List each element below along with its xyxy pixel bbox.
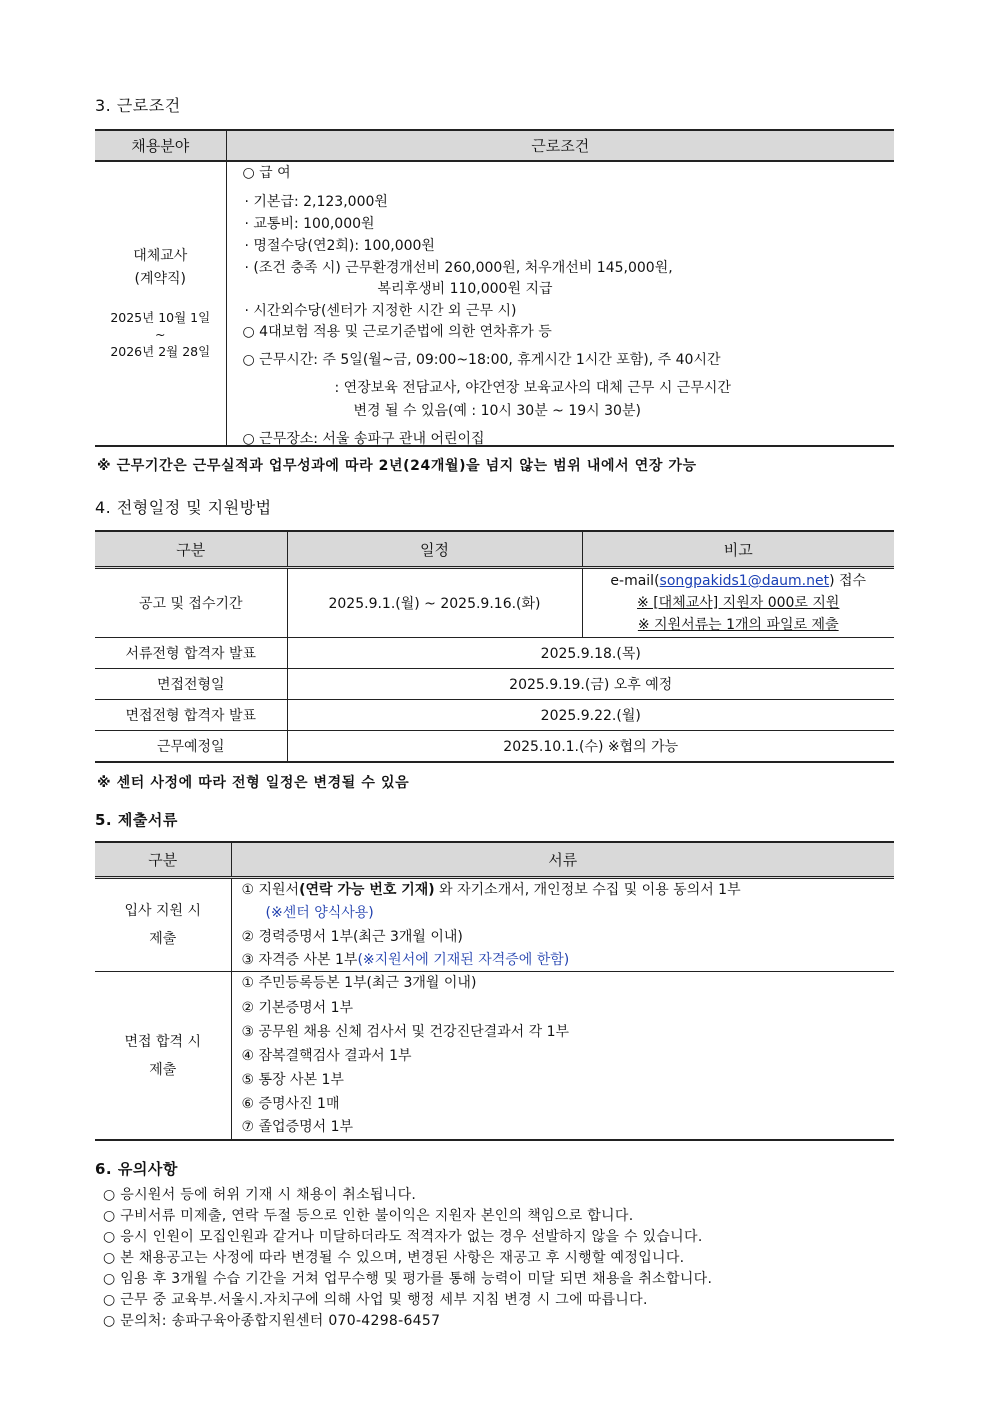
doc-health-check: ③ 공무원 채용 신체 검사서 및 건강진단결과서 각 1부 [241,1024,570,1040]
doc-application-bold: (연락 가능 번호 기재) [299,882,435,898]
header-schedule: 일정 [287,531,582,568]
section4-title: 4. 전형일정 및 지원방법 [95,498,272,517]
doc-bankbook: ⑤ 통장 사본 1부 [241,1072,344,1088]
remark-email-prefix: e-mail( [610,573,660,589]
caution-item: ○ 문의처: 송파구육아종합지원센터 070-4298-6457 [103,1313,441,1329]
cond-salary: ○ 급 여 [242,165,291,181]
cond-hours-note-2: 변경 될 수 있음(예 : 10시 30분 ~ 19시 30분) [353,403,641,419]
doc-application-rest: 와 자기소개서, 개인정보 수집 및 이용 동의서 1부 [434,882,741,898]
caution-item: ○ 구비서류 미제출, 연락 두절 등으로 인한 불이익은 지원자 본인의 책임으로 합니다. [103,1208,634,1224]
period-tilde: ~ [155,326,166,342]
section3-note: ※ 근무기간은 근무실적과 업무성과에 따라 2년(24개월)을 넘지 않는 범위 내에서 연장 가능 [97,458,697,474]
doc-tb-test: ④ 잠복결핵검사 결과서 1부 [241,1048,412,1064]
row-date: 2025.9.19.(금) 오후 예정 [287,669,894,700]
working-conditions-table [95,129,894,447]
caution-item: ○ 본 채용공고는 사정에 따라 변경될 수 있으며, 변경된 사항은 재공고 후 시행할 예정입니다. [103,1250,685,1266]
section3-title: 3. 근로조건 [95,96,181,115]
schedule-table [95,530,894,763]
doc-career: ② 경력증명서 1부(최근 3개월 이내) [241,929,463,945]
group1-label [95,878,231,972]
header-remarks: 비고 [582,531,894,568]
cond-extra-allowance: · (조건 충족 시) 근무환경개선비 260,000원, 처우개선비 145,000원, [244,260,673,276]
caution-item: ○ 임용 후 3개월 수습 기간을 거쳐 업무수행 및 평가를 통해 능력이 미달 되면 채용을 취소합니다. [103,1271,713,1287]
header-category: 구분 [95,531,287,568]
row-label: 근무예정일 [95,731,287,763]
doc-resident-register: ① 주민등록등본 1부(최근 3개월 이내) [241,975,477,991]
remarks-cell [582,568,894,638]
cond-transport: · 교통비: 100,000원 [244,216,375,232]
cond-insurance: ○ 4대보험 적용 및 근로기준법에 의한 연차휴가 등 [242,324,552,340]
section5-title: 5. 제출서류 [95,811,178,829]
row-date: 2025.9.18.(목) [287,638,894,669]
doc-application [232,879,895,901]
category-name: 대체교사 [133,247,188,264]
doc-application-form-note: (※센터 양식사용) [265,905,374,921]
caution-item: ○ 응시 인원이 모집인원과 같거나 미달하더라도 적격자가 없는 경우 선발하지 않을 수 있습니다. [103,1229,703,1245]
row-label: 면접전형일 [95,669,287,700]
row-date: 2025.10.1.(수) ※협의 가능 [503,739,679,755]
row-date: 2025.9.1.(월) ~ 2025.9.16.(화) [287,568,582,638]
row-date: 2025.9.22.(월) [287,700,894,731]
cond-welfare: 복리후생비 110,000원 지급 [377,281,553,297]
row-label: 서류전형 합격자 발표 [95,638,287,669]
group2-documents [231,972,894,1141]
group1-label-line2: 제출 [149,931,177,947]
contract-type: (계약직) [134,270,186,287]
group1-documents [231,878,894,972]
doc-license-note: (※지원서에 기재된 자격증에 한함) [357,952,570,968]
email-link[interactable]: songpakids1@daum.net [659,573,830,589]
section6-title: 6. 유의사항 [95,1160,178,1178]
period-end: 2026년 2월 28일 [110,343,211,359]
caution-list [103,1185,712,1332]
row-label: 공고 및 접수기간 [95,568,287,638]
doc-license-label: ③ 자격증 사본 1부 [241,952,358,968]
group1-label-line1: 입사 지원 시 [124,903,202,919]
group2-label-line1: 면접 합격 시 [124,1033,202,1050]
documents-table [95,841,894,1141]
doc-license [232,949,895,971]
doc-photo: ⑥ 증명사진 1매 [241,1096,340,1112]
group2-label-line2: 제출 [149,1061,177,1078]
caution-item: ○ 근무 중 교육부.서울시.자치구에 의해 사업 및 행정 세부 지침 변경 시 그에 따릅니다. [103,1292,648,1308]
header-documents: 서류 [231,842,894,878]
section4-note: ※ 센터 사정에 따라 전형 일정은 변경될 수 있음 [97,775,410,791]
period-start: 2025년 10월 1일 [110,309,211,325]
cond-location: ○ 근무장소: 서울 송파구 관내 어린이집 [242,431,485,447]
header-conditions: 근로조건 [226,130,894,161]
cond-work-hours: ○ 근무시간: 주 5일(월~금, 09:00~18:00, 휴게시간 1시간 포함), 주 40시간 [242,352,721,368]
doc-application-label: ① 지원서 [241,882,300,898]
remark-apply-format: ※ [대체교사] 지원자 000로 지원 [637,595,840,611]
cond-overtime: · 시간외수당(센터가 지정한 시간 외 근무 시) [244,303,517,319]
cond-holiday-allowance: · 명절수당(연2회): 100,000원 [244,238,435,254]
doc-graduation: ⑦ 졸업증명서 1부 [241,1119,354,1135]
header-category: 구분 [95,842,231,878]
cond-hours-note: : 연장보육 전담교사, 야간연장 보육교사의 대체 근무 시 근무시간 [334,380,731,396]
remark-email-suffix: ) 접수 [829,573,867,589]
doc-basic-certificate: ② 기본증명서 1부 [241,1000,354,1016]
conditions-cell [226,161,894,446]
row-label: 면접전형 합격자 발표 [95,700,287,731]
category-cell [95,161,226,446]
caution-item: ○ 응시원서 등에 허위 기재 시 채용이 취소됩니다. [103,1187,417,1203]
header-field: 채용분야 [95,130,226,161]
group2-label [95,972,231,1141]
cond-base-pay: · 기본급: 2,123,000원 [244,194,388,210]
remark-single-file: ※ 지원서류는 1개의 파일로 제출 [637,617,839,633]
